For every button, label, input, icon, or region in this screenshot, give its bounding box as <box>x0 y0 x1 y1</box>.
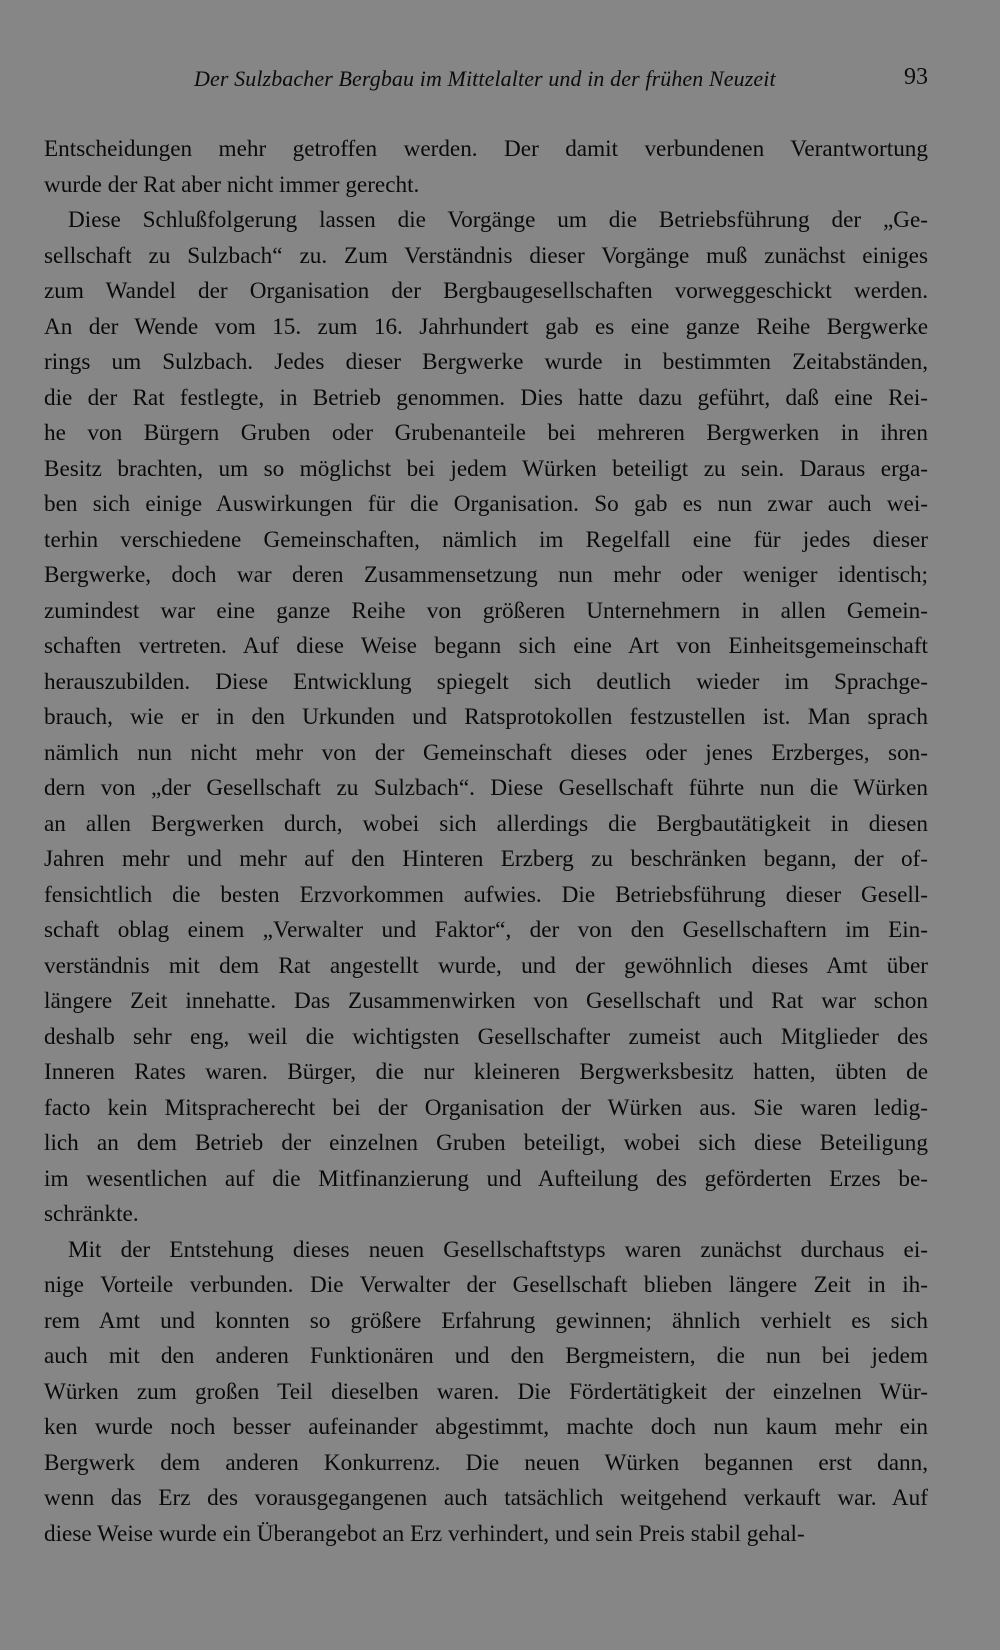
text-line: ben sich einige Auswirkungen für die Organisation. So gab es nun zwar auch wei- <box>44 491 928 517</box>
text-line: ken wurde noch besser aufeinander abgestimmt, machte doch nun kaum mehr ein <box>44 1414 928 1440</box>
text-line: nige Vorteile verbunden. Die Verwalter der Gesellschaft blieben längere Zeit in ih- <box>44 1272 928 1298</box>
text-line: sellschaft zu Sulzbach“ zu. Zum Verständnis dieser Vorgänge muß zunächst einiges <box>44 242 928 269</box>
text-line: die der Rat festlegte, in Betrieb genommen. Dies hatte dazu geführt, daß eine Rei- <box>44 384 928 411</box>
text-line: schaft oblag einem „Verwalter und Faktor“, der von den Gesellschaftern im Ein- <box>44 917 928 943</box>
text-line: Mit der Entstehung dieses neuen Gesellschaftstyps waren zunächst durchaus ei- <box>68 1236 928 1263</box>
page-number: 93 <box>904 64 928 90</box>
body-text <box>44 132 928 1552</box>
text-line: zumindest war eine ganze Reihe von größeren Unternehmern in allen Gemein- <box>44 597 928 624</box>
text-line: Diese Schlußfolgerung lassen die Vorgänge um die Betriebsführung der „Ge- <box>68 207 928 233</box>
text-line: Bergwerk dem anderen Konkurrenz. Die neuen Würken begannen erst dann, <box>44 1449 928 1476</box>
text-line: auch mit den anderen Funktionären und den Bergmeistern, die nun bei jedem <box>44 1343 928 1369</box>
running-title: Der Sulzbacher Bergbau im Mittelalter und in der frühen Neuzeit <box>194 66 776 91</box>
text-line: terhin verschiedene Gemeinschaften, nämlich im Regelfall eine für jedes dieser <box>44 526 928 553</box>
text-line: längere Zeit innehatte. Das Zusammenwirken von Gesellschaft und Rat war schon <box>44 988 928 1014</box>
text-line: brauch, wie er in den Urkunden und Ratsprotokollen festzustellen ist. Man sprach <box>44 704 928 730</box>
text-line: Jahren mehr und mehr auf den Hinteren Erzberg zu beschränken begann, der of- <box>44 846 928 872</box>
text-line: an allen Bergwerken durch, wobei sich allerdings die Bergbautätigkeit in diesen <box>44 810 928 837</box>
paragraph <box>44 132 928 203</box>
text-line: fensichtlich die besten Erzvorkommen aufwies. Die Betriebsführung dieser Gesell- <box>44 881 928 908</box>
text-line: wurde der Rat aber nicht immer gerecht. <box>44 171 420 198</box>
text-line: zum Wandel der Organisation der Bergbaugesellschaften vorweggeschickt werden. <box>44 278 928 304</box>
text-line: schaften vertreten. Auf diese Weise begann sich eine Art von Einheitsgemeinschaft <box>44 633 928 659</box>
text-line: Besitz brachten, um so möglichst bei jedem Würken beteiligt zu sein. Daraus erga- <box>44 455 928 482</box>
text-line: rem Amt und konnten so größere Erfahrung gewinnen; ähnlich verhielt es sich <box>44 1307 928 1334</box>
text-line: schränkte. <box>44 1201 139 1227</box>
text-line: lich an dem Betrieb der einzelnen Gruben beteiligt, wobei sich diese Beteiligung <box>44 1130 928 1156</box>
text-line: im wesentlichen auf die Mitfinanzierung und Aufteilung des geförderten Erzes be- <box>44 1165 928 1192</box>
text-line: nämlich nun nicht mehr von der Gemeinschaft dieses oder jenes Erzberges, son- <box>44 739 928 766</box>
text-line: Entscheidungen mehr getroffen werden. Der damit verbundenen Verantwortung <box>44 136 928 162</box>
text-line: deshalb sehr eng, weil die wichtigsten Gesellschafter zumeist auch Mitglieder des <box>44 1023 928 1050</box>
text-line: Inneren Rates waren. Bürger, die nur kleineren Bergwerksbesitz hatten, übten de <box>44 1059 928 1085</box>
text-line: wenn das Erz des vorausgegangenen auch tatsächlich weitgehend verkauft war. Auf <box>44 1485 928 1511</box>
text-line: verständnis mit dem Rat angestellt wurde, und der gewöhnlich dieses Amt über <box>44 952 928 979</box>
running-head <box>44 62 928 96</box>
text-line: dern von „der Gesellschaft zu Sulzbach“. Diese Gesellschaft führte nun die Würken <box>44 775 928 801</box>
text-line: he von Bürgern Gruben oder Grubenanteile bei mehreren Bergwerken in ihren <box>44 420 928 446</box>
text-line: diese Weise wurde ein Überangebot an Erz verhindert, und sein Preis stabil gehal- <box>44 1520 805 1547</box>
text-line: herauszubilden. Diese Entwicklung spiegelt sich deutlich wieder im Sprachge- <box>44 668 928 695</box>
text-line: rings um Sulzbach. Jedes dieser Bergwerke wurde in bestimmten Zeitabständen, <box>44 349 928 375</box>
text-line: Würken zum großen Teil dieselben waren. Die Fördertätigkeit der einzelnen Wür- <box>44 1378 928 1405</box>
text-line: facto kein Mitspracherecht bei der Organisation der Würken aus. Sie waren ledig- <box>44 1094 928 1121</box>
text-line: Bergwerke, doch war deren Zusammensetzung nun mehr oder weniger identisch; <box>44 562 928 588</box>
paragraph <box>44 1233 928 1553</box>
text-line: An der Wende vom 15. zum 16. Jahrhundert gab es eine ganze Reihe Bergwerke <box>44 313 928 340</box>
paragraph <box>44 203 928 1233</box>
